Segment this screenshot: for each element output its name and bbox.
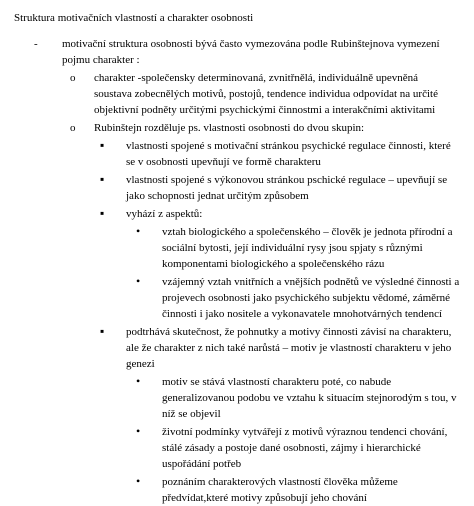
list-item-text: životní podmínky vytvářejí z motivů výraznou tendenci chování, stálé zásady a postoje dané osobnosti, zájmy i hierarchické uspořádání potřeb <box>162 426 448 470</box>
dot-bullet-icon: • <box>136 424 141 438</box>
list-item-level4 <box>134 424 466 472</box>
dot-bullet-icon: • <box>136 224 141 238</box>
list-item-text: motiv se stává vlastností charakteru poté, co nabude generalizovanou podobu ve vztahu k situacím stejnorodým s tou, v níž se objevil <box>162 376 457 420</box>
dot-bullet-icon: • <box>136 474 141 488</box>
list-item-text: vlastnosti spojené s motivační stránkou psychické regulace činnosti, které se v osobnosti upevňují ve formě charakteru <box>126 140 451 168</box>
circle-bullet-icon: o <box>70 122 76 134</box>
list-item-level4 <box>134 224 466 272</box>
circle-bullet-icon: o <box>70 72 76 84</box>
list-item-level4 <box>134 474 466 506</box>
list-item-text: Rubinštejn rozděluje ps. vlastnosti osobnosti do dvou skupin: <box>94 122 365 134</box>
list-item-level4 <box>134 274 466 322</box>
square-bullet-icon: ▪ <box>100 172 105 186</box>
list-item-text: vyhází z aspektů: <box>126 208 203 220</box>
list-item-level4 <box>134 374 466 422</box>
dot-bullet-icon: • <box>136 274 141 288</box>
square-bullet-icon: ▪ <box>100 206 105 220</box>
list-item-level1 <box>34 36 448 68</box>
square-bullet-icon: ▪ <box>100 324 105 338</box>
list-item-text: motivační struktura osobnosti bývá často vymezována podle Rubinštejnova vymezení pojmu charakter : <box>62 38 440 66</box>
list-item-level3 <box>98 172 454 204</box>
list-item-level3 <box>98 206 454 222</box>
list-item-level3 <box>98 324 454 372</box>
square-bullet-icon: ▪ <box>100 138 105 152</box>
list-item-text: charakter -společensky determinovaná, zvnitřnělá, individuálně upevněná soustava zobecnělých motivů, postojů, tendence individua odpovídat na určité objektivní podněty určitými psychickými činnostmi a interakčními aktivitami <box>94 72 438 116</box>
list-item-text: podtrhává skutečnost, že pohnutky a motivy činnosti závisí na charakteru, ale že charakter z nich také narůstá – motiv je vlastností charakteru v jeho genezi <box>126 326 452 370</box>
list-item-text: vzájemný vztah vnitřních a vnějších podnětů ve výsledné činnosti a projevech osobnosti jako psychického subjektu vědomé, záměrné činnosti i jako nositele a vykonavatele mnohotvárných tendencí <box>162 276 460 320</box>
list-item-text: vztah biologického a společenského – člověk je jednota přírodní a sociální bytosti, její individuální rysy jsou spjaty s různými komponentami biologického a společenského rázu <box>162 226 453 270</box>
dash-bullet-icon: - <box>34 38 38 50</box>
list-item-level2 <box>70 120 454 136</box>
dot-bullet-icon: • <box>136 374 141 388</box>
list-item-text: poznáním charakterových vlastností člověka můžeme předvídat,které motivy způsobují jeho chování <box>162 476 398 504</box>
section-heading: Struktura motivačních vlastností a charakter osobnosti <box>14 12 254 24</box>
list-item-level2 <box>70 70 454 118</box>
list-item-text: vlastnosti spojené s výkonovou stránkou pschické regulace – upevňují se jako schopnosti jednat určitým způsobem <box>126 174 448 202</box>
list-item-level3 <box>98 138 454 170</box>
